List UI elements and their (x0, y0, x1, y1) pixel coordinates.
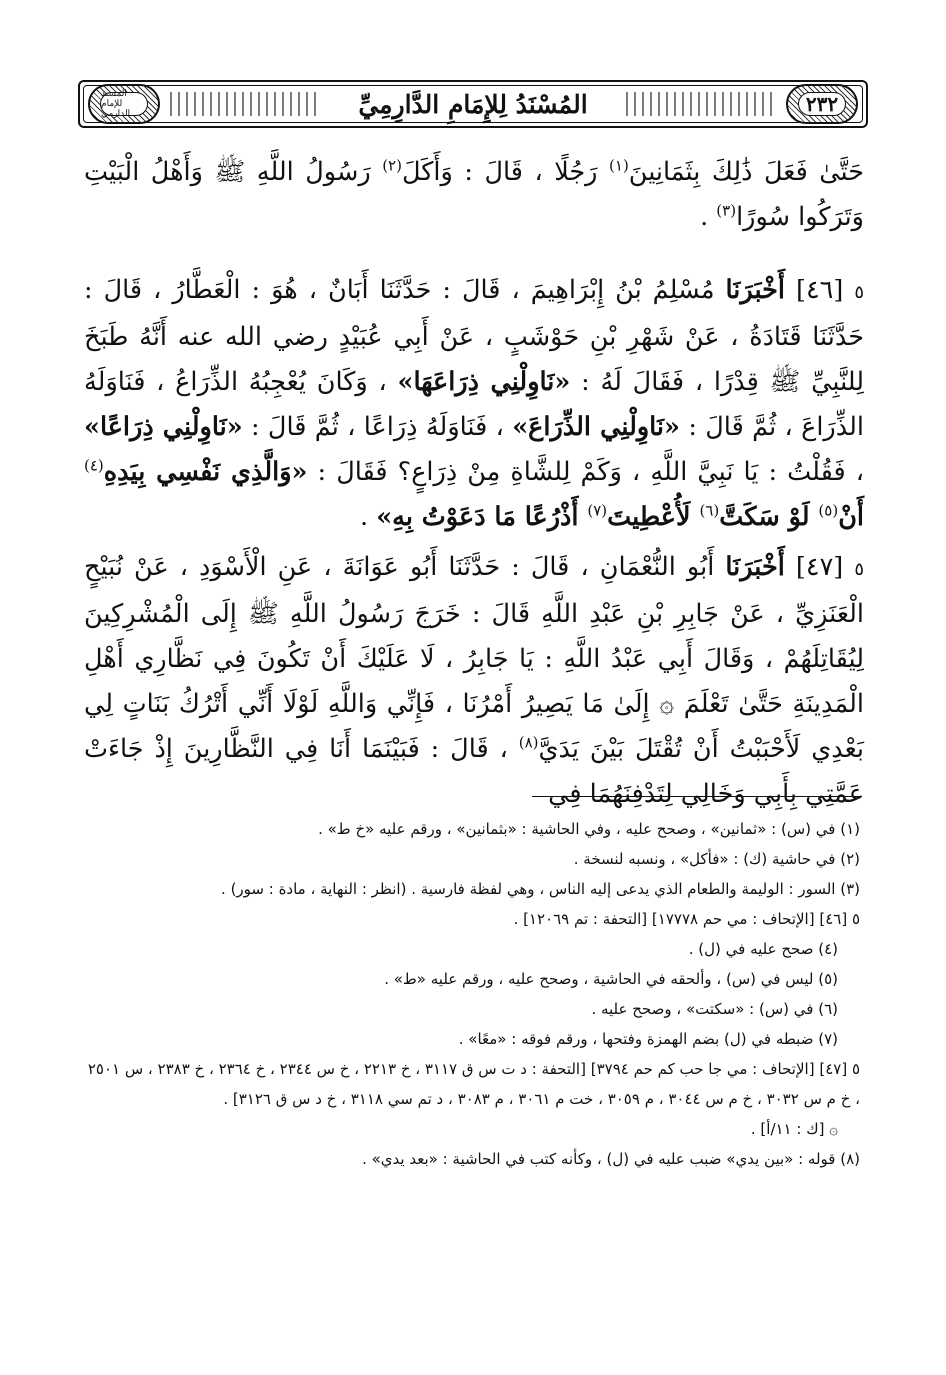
main-paragraph-1 (84, 150, 864, 240)
hadith-marker: ٥ (854, 282, 865, 303)
footnote: (٥) ليس في (س) ، وألحقه في الحاشية ، وصحح عليه ، ورقم عليه «ط» . (384, 970, 838, 988)
quote: «نَاوِلْنِي ذِرَاعَهَا» (397, 367, 571, 397)
footnote-ref: (٧) (587, 501, 608, 520)
footnote: ٥ [٤٧] [الإتحاف : مي جا حب كم حم ٣٧٩٤] [التحفة : د ت س ق ٣١١٧ ، خ ٢٢١٣ ، خ س ٢٣٤٤ ، خ ٢٣٦٤ ، خ ٢٣٨٣ ، س ٢٥٠١ ، خ م س ٣٠٣٢ ، خ م س ٣٠٤٤ ، م ٣٠٥٩ ، خت م ٣٠٦١ ، م ٣٠٨٣ ، د تم سي ٣١١٨ ، خ د س ق ٣١٢٦] . (87, 1060, 860, 1108)
header-ornament-right (626, 92, 776, 116)
footnotes (84, 814, 864, 1174)
page-title: المُسْنَدُ لِلإِمَامِ الدَّارِمِيِّ (358, 89, 588, 119)
footnote: (٢) في حاشية (ك) : «فأكل» ، ونسبه لنسخة . (573, 850, 860, 868)
footnote: ٥ [٤٦] [الإتحاف : مي حم ١٧٧٧٨] [التحفة : تم ١٢٠٦٩] . (513, 910, 860, 928)
footnote: (٤) صحح عليه في (ل) . (688, 940, 838, 958)
hadith-marker: ٥ (854, 559, 864, 580)
hadith-number: [٤٧] (784, 552, 844, 582)
quote: لَوْ سَكَتَّ (719, 502, 819, 532)
footnote-ref: (٦) (699, 501, 720, 520)
footnote: (٨) قوله : «بين يدي» ضبب عليه في (ل) ، وكأنه كتب في الحاشية : «بعد يدي» . (362, 1150, 860, 1168)
quote: «نَاوِلْنِي ذِرَاعًا» (84, 412, 243, 442)
text: . (700, 202, 717, 232)
hadith-46 (84, 268, 864, 540)
footnote-ref: (٨) (518, 733, 539, 752)
footnote-ref: (٥) (818, 501, 839, 520)
footnote: (١) في (س) : «ثمانين» ، وصحح عليه ، وفي الحاشية : «بثمانين» ، ورقم عليه «خ ط» . (318, 820, 860, 838)
text: حَتَّىٰ فَعَلَ ذَٰلِكَ بِثَمَانِينَ (628, 157, 864, 187)
text: أَبُو النُّعْمَانِ ، قَالَ : حَدَّثَنَا أَبُو عَوَانَةَ ، عَنِ الْأَسْوَدِ ، عَنْ نُبَيْحٍ الْعَنَزِيِّ ، عَنْ جَابِرِ بْنِ عَبْدِ اللَّهِ قَالَ : خَرَجَ رَسُولُ اللَّهِ ﷺ إِلَى الْمُشْرِكِينَ لِيُقَاتِلَهُمْ ، وَقَالَ أَبِي عَبْدُ اللَّهِ : يَا جَابِرُ ، لَا عَلَيْكَ أَنْ تَكُونَ فِي نَظَّارِي أَهْلِ الْمَدِينَةِ حَتَّىٰ تَعْلَمَ (84, 552, 864, 719)
page-number-badge (786, 84, 858, 124)
hadith-number: [٤٦] (785, 275, 844, 305)
footnote: (٧) ضبطه في (ل) بضم الهمزة وفتحها ، ورقم فوقه : «معًا» . (458, 1030, 838, 1048)
footnote: ۞ [ك : ١١/أ] . (750, 1120, 838, 1138)
text: رَجُلًا ، قَالَ : وَأَكَلَ (401, 157, 610, 187)
text: . (360, 502, 377, 532)
quote: أَنْ (838, 502, 864, 532)
footnote-ref: (٤) (84, 456, 104, 475)
flower-mark: ۞ (659, 689, 675, 719)
footnote-ref: (٢) (382, 156, 402, 175)
page-number: ٢٣٢ (798, 92, 846, 116)
text: إِلَىٰ مَا يَصِيرُ أَمْرُنَا ، فَإِنِّي وَاللَّهِ لَوْلَا أَنِّي أَتْرُكُ بَنَاتٍ لِي بَعْدِي لَأَحْبَبْتُ أَنْ تُقْتَلَ بَيْنَ يَدَيَّ (84, 689, 864, 764)
quote: أَذْرُعًا مَا دَعَوْتُ بِهِ» (376, 502, 588, 532)
text: ، قَالَ : فَبَيْنَمَا أَنَا فِي النَّظَّارِينَ إِذْ جَاءَتْ عَمَّتِي بِأَبِي وَخَالِي لِتَدْفِنَهُمَا فِي (84, 734, 864, 809)
text: رَسُولُ اللَّهِ ﷺ وَأَهْلُ الْبَيْتِ وَتَرَكُوا سُورًا (84, 157, 864, 232)
page-header (78, 80, 868, 128)
quote: لَأُعْطِيتَ (607, 502, 700, 532)
footnote-separator (532, 796, 862, 797)
emblem-text: المسند للإمام الدارمي (100, 92, 148, 116)
text: مُسْلِمُ بْنُ إِبْرَاهِيمَ ، قَالَ : حَدَّثَنَا أَبَانٌ ، هُوَ : الْعَطَّارُ ، قَالَ : حَدَّثَنَا قَتَادَةُ ، عَنْ شَهْرِ بْنِ حَوْشَبٍ ، عَنْ أَبِي عُبَيْدٍ رضي الله عنه أَنَّهُ طَبَخَ لِلنَّبِيِّ ﷺ قِدْرًا ، فَقَالَ لَهُ : (84, 275, 864, 397)
hadith-lead: أَخْبَرَنَا (725, 275, 785, 305)
quote: «نَاوِلْنِي الذِّرَاعَ» (512, 412, 680, 442)
footnote: (٦) في (س) : «سكتت» ، وصحح عليه . (591, 1000, 838, 1018)
footnote-ref: (٣) (716, 201, 737, 220)
text: ، فَقُلْتُ : يَا نَبِيَّ اللَّهِ ، وَكَمْ لِلشَّاةِ مِنْ ذِرَاعٍ؟ فَقَالَ : (307, 457, 864, 487)
footnote: (٣) السور : الوليمة والطعام الذي يدعى إليه الناس ، وهي لفظة فارسية . (انظر : النهاية ، مادة : سور) . (221, 880, 860, 898)
quote: «وَالَّذِي نَفْسِي بِيَدِهِ (103, 457, 308, 487)
footnote-ref: (١) (609, 156, 629, 175)
emblem-badge (88, 84, 160, 124)
hadith-lead: أَخْبَرَنَا (725, 552, 785, 582)
hadith-47 (84, 545, 864, 817)
text: ، فَنَاوَلَهُ ذِرَاعًا ، ثُمَّ قَالَ : (242, 412, 513, 442)
text: ، وَكَانَ يُعْجِبُهُ الذِّرَاعُ ، فَنَاوَلَهُ الذِّرَاعَ ، ثُمَّ قَالَ : (84, 367, 864, 442)
header-ornament-left (170, 92, 320, 116)
